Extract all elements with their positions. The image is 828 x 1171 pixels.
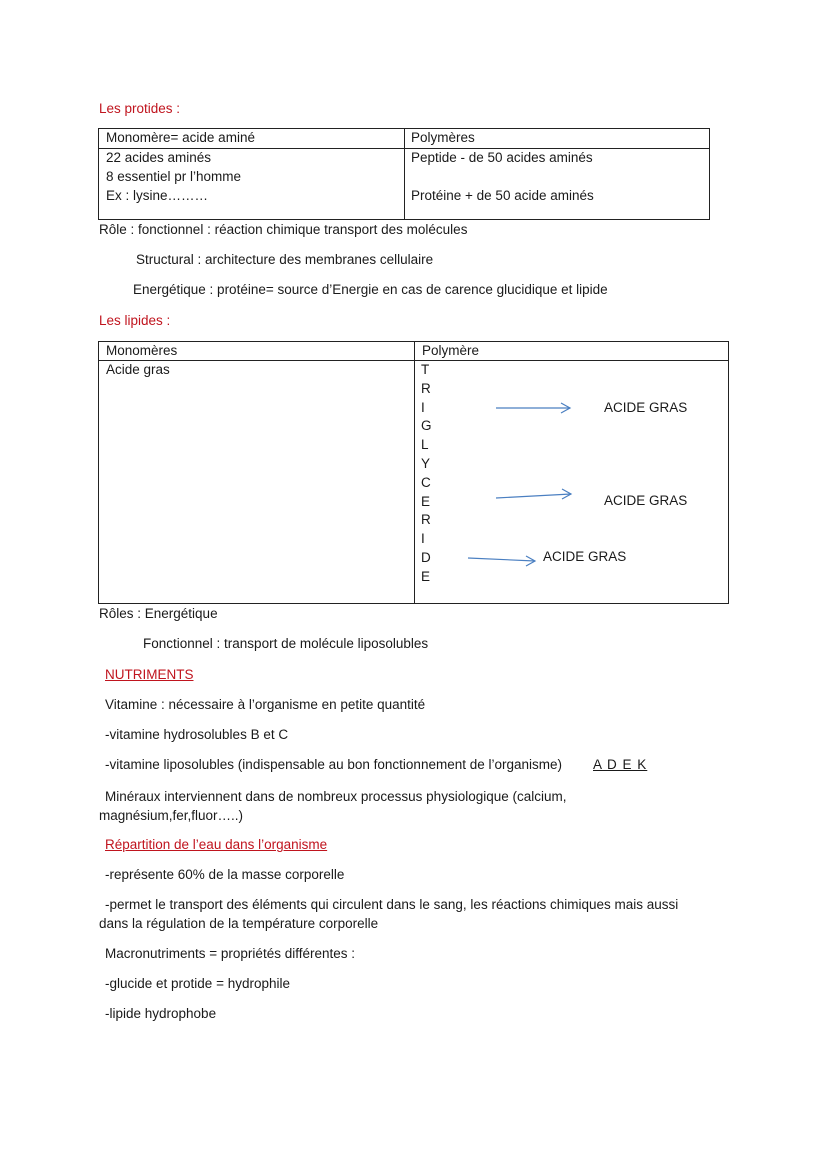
- eau-line: dans la régulation de la température corporelle: [99, 916, 379, 931]
- eau-line: -représente 60% de la masse corporelle: [105, 867, 345, 882]
- lipides-header-monomeres: Monomères: [106, 343, 178, 358]
- nutriments-line: -vitamine liposolubles (indispensable au bon fonctionnement de l’organisme): [105, 757, 563, 772]
- acide-gras-label: ACIDE GRAS: [604, 400, 688, 415]
- triglyceride-letter: T: [421, 362, 430, 377]
- triglyceride-letter: R: [421, 512, 431, 528]
- protides-monomere-line: Ex : lysine………: [106, 188, 209, 203]
- lipides-role-fonctionnel: Fonctionnel : transport de molécule liposolubles: [143, 636, 429, 651]
- nutriments-line: magnésium,fer,fluor…..): [99, 808, 244, 823]
- triglyceride-letter: I: [421, 399, 425, 415]
- nutriments-line: -vitamine hydrosolubles B et C: [105, 727, 289, 742]
- triglyceride-letter: Y: [421, 455, 431, 471]
- triglyceride-letter: E: [421, 493, 431, 509]
- lipides-title: Les lipides :: [99, 313, 171, 328]
- triglyceride-letter: E: [421, 568, 431, 584]
- eau-line: -lipide hydrophobe: [105, 1006, 217, 1021]
- protides-title: Les protides :: [99, 101, 181, 116]
- triglyceride-letter: R: [421, 380, 431, 396]
- triglyceride-letter: G: [421, 418, 432, 434]
- protides-monomere-line: 8 essentiel pr l’homme: [106, 169, 242, 184]
- protides-role-structural: Structural : architecture des membranes cellulaire: [136, 252, 434, 267]
- triglyceride-letter: C: [421, 474, 431, 490]
- protides-peptide-line: Peptide - de 50 acides aminés: [411, 150, 593, 165]
- eau-title: Répartition de l’eau dans l’organisme: [105, 837, 328, 852]
- eau-line: -glucide et protide = hydrophile: [105, 976, 290, 991]
- lipides-column-divider: [414, 341, 415, 604]
- protides-proteine-line: Protéine + de 50 acide aminés: [411, 188, 594, 203]
- eau-line: -permet le transport des éléments qui circulent dans le sang, les réactions chimiques mais aussi: [105, 897, 679, 912]
- protides-role-fonctionnel: Rôle : fonctionnel : réaction chimique transport des molécules: [99, 222, 468, 237]
- protides-header-monomere: Monomère= acide aminé: [106, 130, 255, 145]
- acide-gras-label: ACIDE GRAS: [543, 549, 627, 564]
- triglyceride-letter: L: [421, 437, 429, 453]
- protides-monomere-line: 22 acides aminés: [106, 150, 212, 165]
- lipides-acide-gras: Acide gras: [106, 362, 170, 377]
- eau-line: Macronutriments = propriétés différentes :: [105, 946, 355, 961]
- protides-column-divider: [404, 128, 405, 220]
- nutriments-line: Vitamine : nécessaire à l’organisme en petite quantité: [105, 697, 426, 712]
- vitamines-adek: A D E K: [593, 757, 648, 772]
- lipides-header-polymere: Polymère: [422, 343, 480, 358]
- triglyceride-letter: D: [421, 549, 431, 565]
- protides-role-energetique: Energétique : protéine= source d’Energie en cas de carence glucidique et lipide: [133, 282, 608, 297]
- lipides-role-energetique: Rôles : Energétique: [99, 606, 218, 621]
- triglyceride-letter: I: [421, 531, 425, 547]
- nutriments-line: Minéraux interviennent dans de nombreux processus physiologique (calcium,: [105, 789, 567, 804]
- triglyceride-vertical-text: [421, 361, 432, 587]
- protides-header-polymeres: Polymères: [411, 130, 475, 145]
- nutriments-title: NUTRIMENTS: [105, 667, 194, 682]
- acide-gras-label: ACIDE GRAS: [604, 493, 688, 508]
